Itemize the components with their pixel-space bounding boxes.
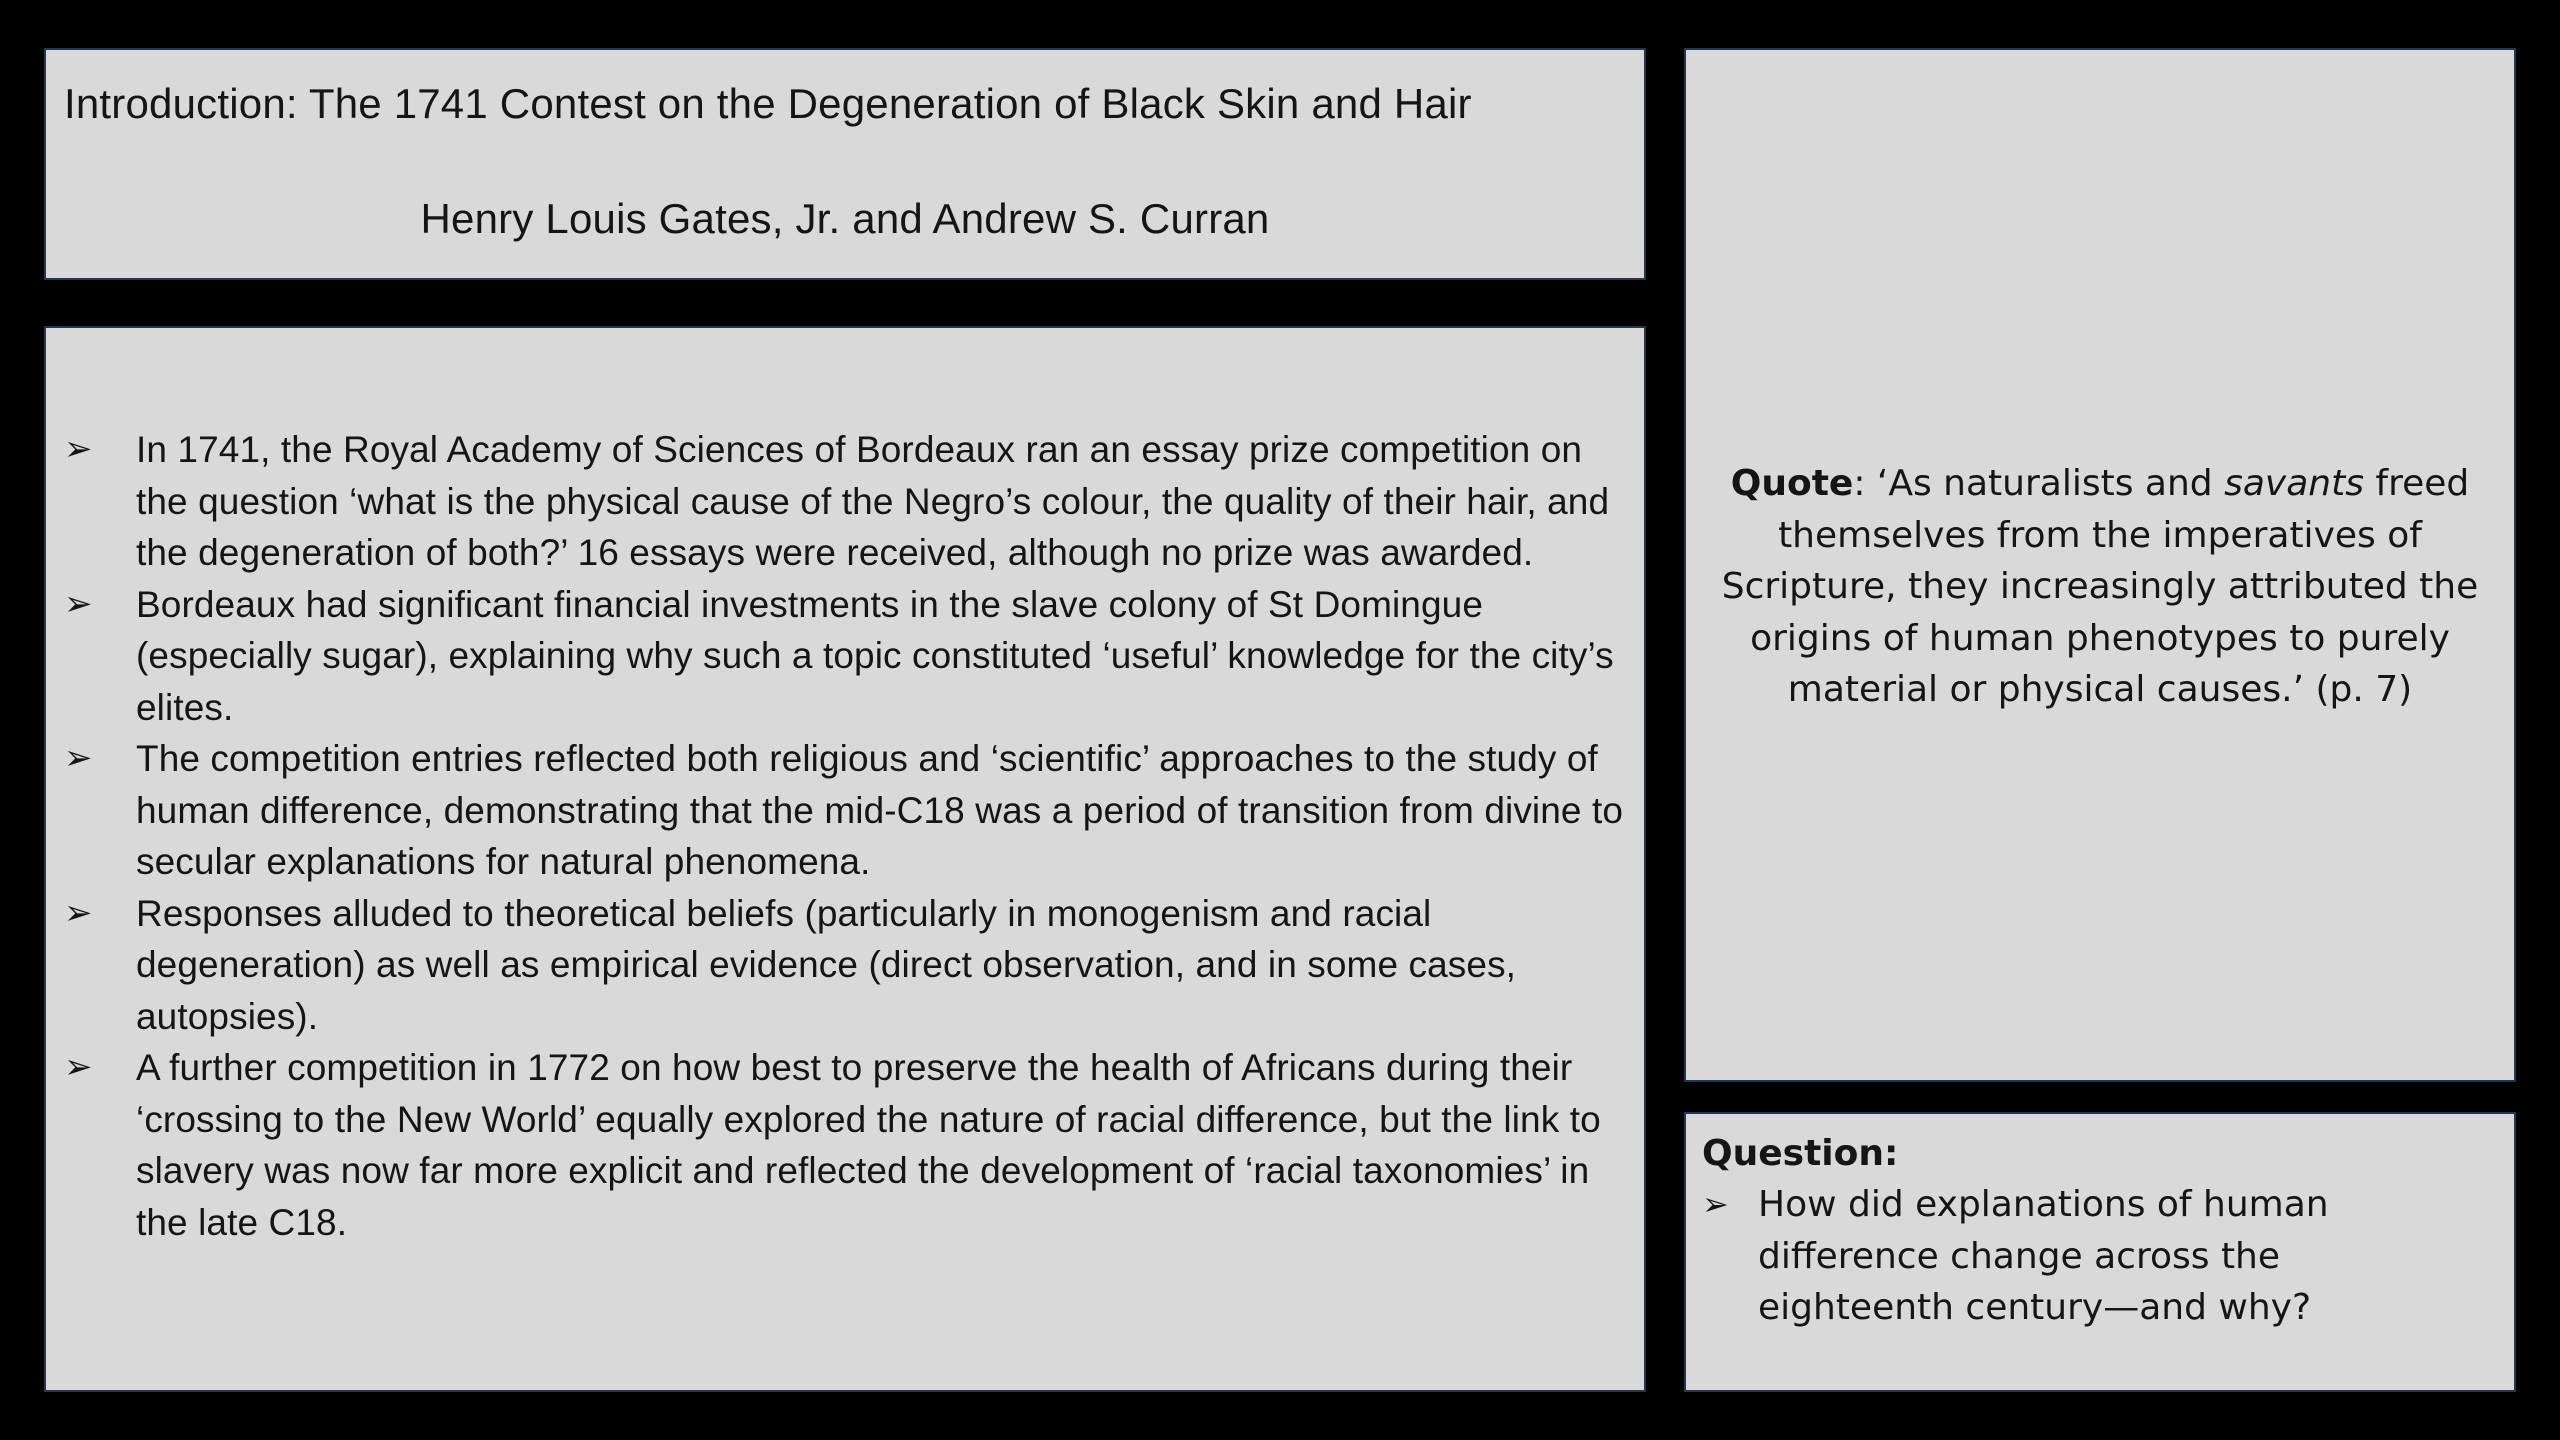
slide-title: Introduction: The 1741 Contest on the Degeneration of Black Skin and Hair <box>64 80 1472 127</box>
arrow-bullet-icon: ➢ <box>64 892 93 933</box>
list-item-text: Responses alluded to theoretical beliefs (particularly in monogenism and racial degeneration) as well as empirical evidence (direct observation, and in some cases, autopsies). <box>136 892 1517 1037</box>
list-item <box>64 424 1624 579</box>
quote-emphasis: savants <box>2224 463 2364 504</box>
list-item-text: The competition entries reflected both religious and ‘scientific’ approaches to the study of human difference, demonstrating that the mid-C18 was a period of transition from divine to secular explanations for natural phenomena. <box>136 738 1624 882</box>
list-item-text: In 1741, the Royal Academy of Sciences of Bordeaux ran an essay prize competition on the question ‘what is the physical cause of the Negro’s colour, the quality of their hair, and the degeneration of both?’ 16 essays were received, although no prize was awarded. <box>136 429 1610 573</box>
quote-panel <box>1684 48 2516 1082</box>
list-item-text: A further competition in 1772 on how best to preserve the health of Africans during their ‘crossing to the New World’ equally explored the nature of racial difference, but the link to slavery was now far more explicit and reflected the development of ‘racial taxonomies’ in the late C18. <box>136 1047 1601 1243</box>
list-item <box>64 888 1624 1043</box>
list-item-text: Bordeaux had significant financial investments in the slave colony of St Domingue (especially sugar), explaining why such a topic constituted ‘useful’ knowledge for the city’s elites. <box>136 583 1614 728</box>
quote-text <box>1696 458 2504 716</box>
arrow-bullet-icon: ➢ <box>64 1047 93 1087</box>
arrow-bullet-icon: ➢ <box>1702 1185 1729 1223</box>
question-item <box>1702 1179 2474 1334</box>
question-text: How did explanations of human difference change across the eighteenth century—and why? <box>1758 1184 2329 1328</box>
question-heading: Question: <box>1702 1133 1899 1174</box>
title-panel <box>44 48 1646 280</box>
quote-label: Quote <box>1730 463 1854 504</box>
list-item <box>64 579 1624 734</box>
quote-text-after: freed themselves from the imperatives of Scripture, they increasingly attributed the origins of human phenotypes to purely material or physical causes.’ (p. 7) <box>1721 463 2479 710</box>
list-item <box>64 1042 1624 1248</box>
arrow-bullet-icon: ➢ <box>64 738 93 778</box>
question-panel <box>1684 1112 2516 1392</box>
slide-authors: Henry Louis Gates, Jr. and Andrew S. Curran <box>420 195 1270 242</box>
quote-text-before: : ‘As naturalists and <box>1853 463 2225 504</box>
arrow-bullet-icon: ➢ <box>64 429 93 469</box>
list-item <box>64 733 1624 888</box>
summary-bullet-list <box>64 424 1624 1248</box>
arrow-bullet-icon: ➢ <box>64 583 93 624</box>
summary-panel <box>44 326 1646 1392</box>
